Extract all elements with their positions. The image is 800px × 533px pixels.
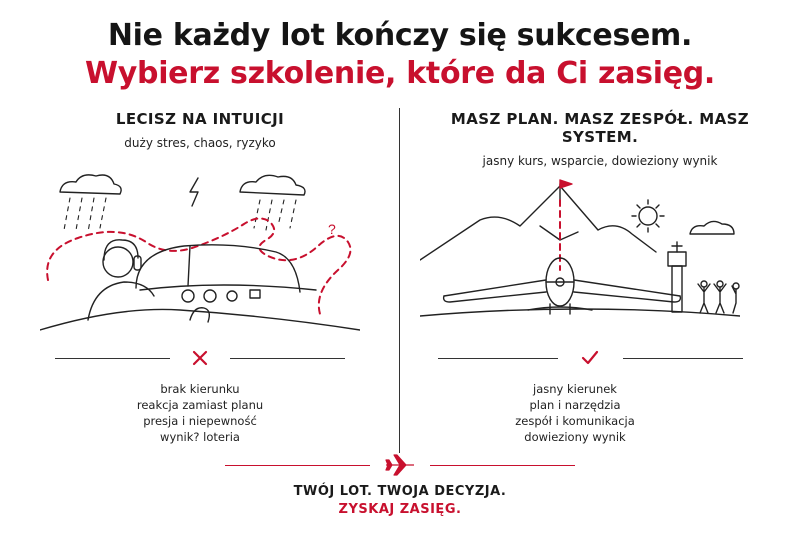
- mountains: [420, 186, 656, 260]
- cloud-right-icon: [240, 175, 305, 195]
- pilot-icon: [88, 240, 154, 320]
- footer-tagline: TWÓJ LOT. TWOJA DECYZJA.: [293, 484, 507, 499]
- right-column-subtitle: jasny kurs, wsparcie, dowieziony wynik: [482, 154, 718, 168]
- list-item: brak kierunku: [160, 382, 240, 396]
- left-outcome-list: [100, 381, 300, 445]
- footer-line-right: [430, 465, 575, 466]
- runway-success-illustration: [420, 170, 740, 340]
- footer-cta: ZYSKAJ ZASIĘG.: [338, 502, 462, 517]
- headline-line-1: Nie każdy lot kończy się sukcesem.: [107, 18, 693, 53]
- list-item: plan i narzędzia: [529, 398, 621, 412]
- list-item: presja i niepewność: [143, 414, 257, 428]
- question-mark-icon: ?: [328, 221, 336, 237]
- list-item: reakcja zamiast planu: [136, 398, 264, 412]
- left-mark-line: [55, 358, 170, 359]
- cloud-left-icon: [60, 175, 121, 194]
- check-icon: [580, 348, 600, 368]
- instrument-panel: [140, 285, 316, 290]
- right-mark-line: [438, 358, 558, 359]
- gauge-icon: [227, 291, 237, 301]
- switch-icon: [250, 290, 260, 298]
- right-outcome-list: [475, 381, 675, 445]
- right-mark-row: [438, 348, 743, 368]
- gauge-icon: [204, 290, 216, 302]
- sun-icon: [632, 200, 664, 232]
- list-item: dowieziony wynik: [524, 430, 626, 444]
- list-item: jasny kierunek: [533, 382, 617, 396]
- cross-icon: [190, 348, 210, 368]
- team-people-icon: [698, 281, 739, 313]
- right-mark-line: [623, 358, 743, 359]
- gauge-icon: [182, 290, 194, 302]
- left-column-title: LECISZ NA INTUICJI: [115, 110, 285, 128]
- headline-line-2: Wybierz szkolenie, które da Ci zasięg.: [84, 56, 716, 91]
- right-column-title: MASZ PLAN. MASZ ZESPÓŁ. MASZ SYSTEM.: [450, 110, 750, 146]
- lightning-icon: [190, 178, 198, 206]
- right-column: [410, 110, 790, 168]
- left-mark-row: [55, 348, 345, 368]
- left-mark-line: [230, 358, 345, 359]
- list-item: zespół i komunikacja: [515, 414, 635, 428]
- left-column: [10, 110, 390, 150]
- cloud-icon: [690, 221, 734, 234]
- cockpit-storm-illustration: [40, 170, 360, 340]
- chaotic-path: [47, 218, 350, 314]
- center-divider: [399, 108, 400, 453]
- airplane-front-icon: [444, 258, 681, 314]
- footer-line-left: [225, 465, 370, 466]
- list-item: wynik? loteria: [160, 430, 240, 444]
- left-column-subtitle: duży stres, chaos, ryzyko: [124, 136, 276, 150]
- airplane-icon: [384, 452, 416, 478]
- rain-icon: [64, 198, 296, 232]
